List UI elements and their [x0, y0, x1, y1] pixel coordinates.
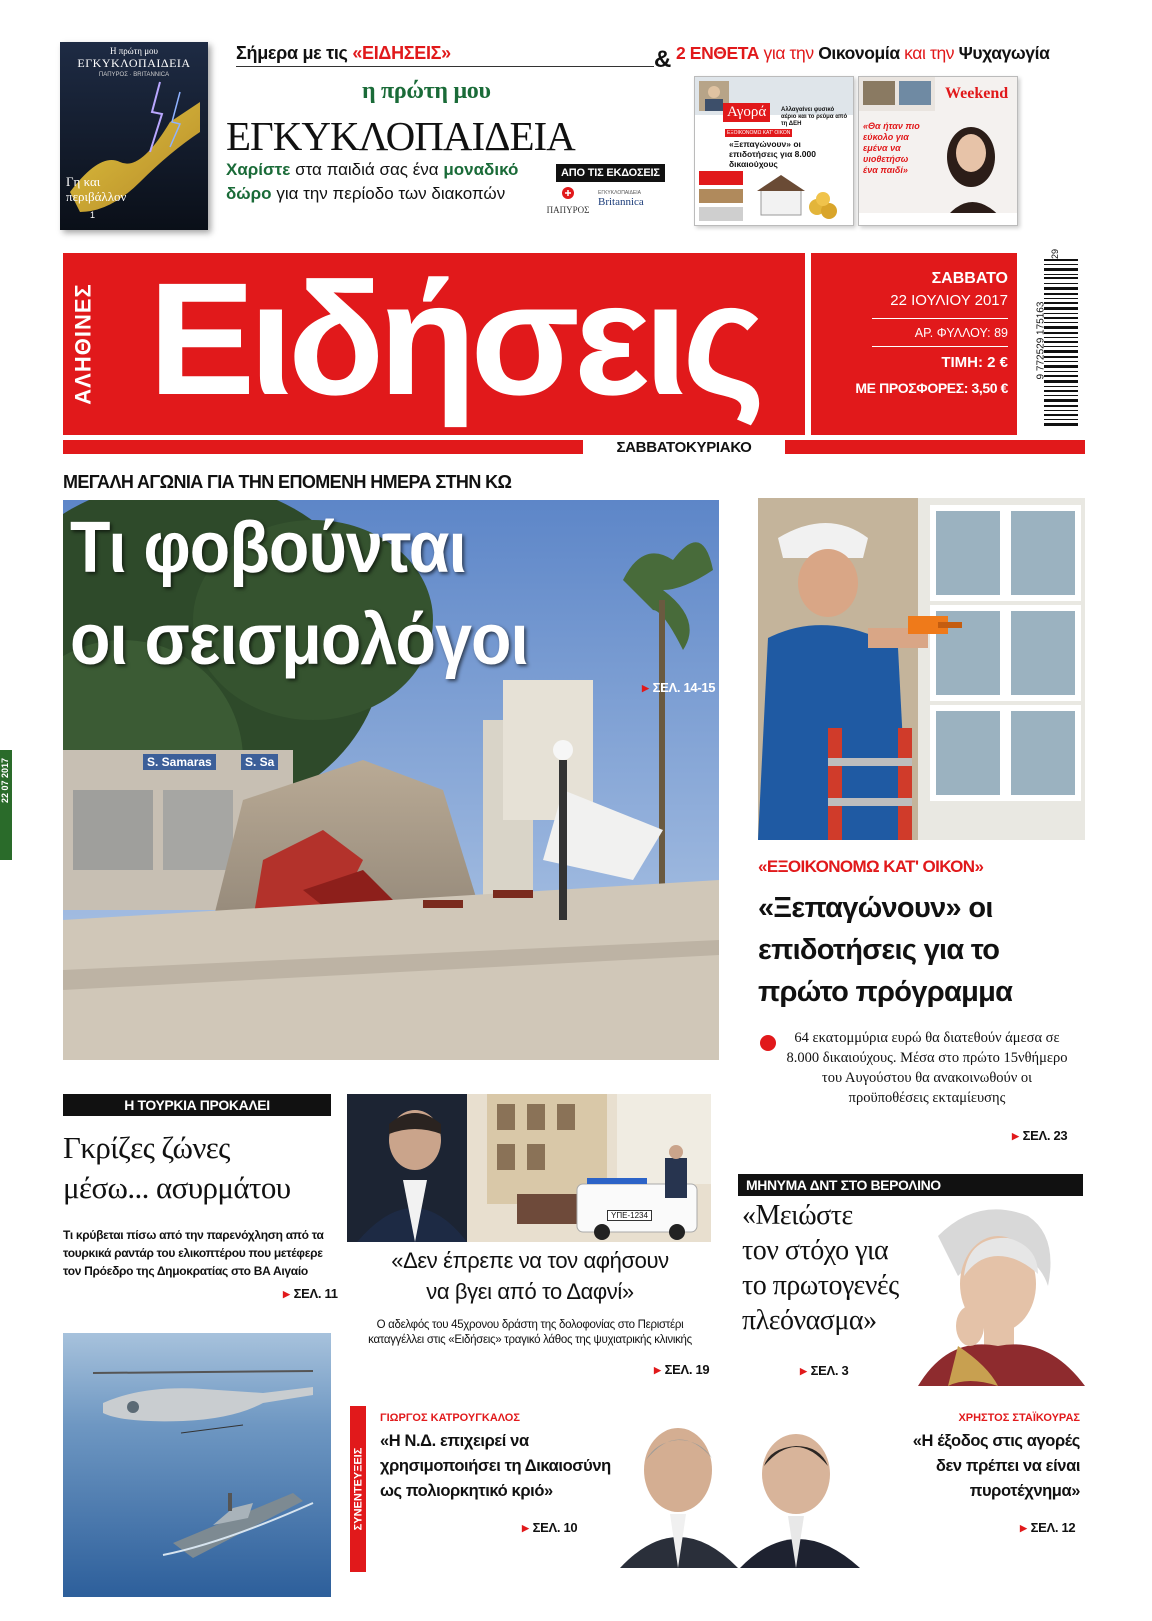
katrougalos-staikouras-photos: [620, 1410, 870, 1568]
interviews-side-text: ΣΥΝΕΝΤΕΥΞΕΙΣ: [352, 1447, 365, 1531]
masthead-price: ΤΙΜΗ: 2 €: [941, 354, 1008, 371]
barcode-bars-icon: [1044, 259, 1078, 429]
turkey-headline-1: Γκρίζες ζώνες: [63, 1130, 230, 1165]
imf-headline-3: το πρωτογενές: [742, 1270, 899, 1301]
turkey-ref: ▶ ΣΕΛ. 11: [283, 1286, 338, 1301]
barcode-issue: 29: [1050, 248, 1061, 260]
police-street-photo: [347, 1094, 711, 1242]
savings-headline-1: «Ξεπαγώνουν» οι: [758, 892, 993, 924]
inserts-headline: [676, 43, 1049, 64]
promo-title-big: ΕΓΚΥΚΛΟΠΑΙΔΕΙΑ: [226, 113, 575, 159]
promo-rule: [236, 66, 654, 67]
agora-house-illustration: [751, 169, 847, 225]
turkey-headline-2: μέσω... ασυρμάτου: [63, 1170, 291, 1205]
promo-amp: &: [654, 46, 672, 73]
daphne-ref: ▶ ΣΕΛ. 19: [654, 1362, 709, 1377]
interview-right-quote-3: πυροτέχνημα»: [969, 1482, 1080, 1500]
masthead-rule-2: [872, 346, 1008, 347]
masthead-side-word-text: ΑΛΗΘΙΝΕΣ: [71, 283, 96, 405]
savings-ref: ▶ ΣΕΛ. 23: [1012, 1128, 1067, 1143]
interview-left-quote-1: «Η Ν.Δ. επιχειρεί να: [380, 1432, 529, 1450]
promo-headline-brand: «ΕΙΔΗΣΕΙΣ»: [352, 43, 451, 63]
agora-teaser-2: «Ξεπαγώνουν» οι επιδοτήσεις για 8.000 δικαιούχους: [729, 139, 816, 169]
turkey-photo: [63, 1333, 331, 1597]
promo-publisher-badge: ΑΠΟ ΤΙΣ ΕΚΔΟΣΕΙΣ: [556, 164, 665, 182]
interview-right-quote-2: δεν πρέπει να είναι: [935, 1457, 1080, 1475]
book-cover-subject: Γη και περιβάλλον: [66, 174, 127, 204]
book-cover-volume: 1: [90, 210, 96, 220]
masthead-rule-1: [872, 318, 1008, 319]
promo-title-small: η πρώτη μου: [362, 78, 491, 104]
imf-label: ΜΗΝΥΜΑ ΔΝΤ ΣΤΟ ΒΕΡΟΛΙΝΟ: [738, 1174, 1083, 1196]
main-story-ref: ▶ ΣΕΛ. 14-15: [642, 680, 715, 695]
agora-insert-thumb: [694, 76, 854, 226]
barcode-number: 9 772529 175163: [1035, 301, 1047, 380]
imf-headline-4: πλεόνασμα»: [742, 1305, 877, 1336]
imf-ref: ▶ ΣΕΛ. 3: [800, 1363, 848, 1378]
book-cover-title: ΕΓΚΥΚΛΟΠΑΙΔΕΙΑ: [77, 56, 191, 70]
interview-left-ref: ▶ ΣΕΛ. 10: [522, 1520, 577, 1535]
daphne-photo: [347, 1094, 711, 1242]
turkey-label: Η ΤΟΥΡΚΙΑ ΠΡΟΚΑΛΕΙ: [63, 1094, 331, 1116]
spine-date: 22 07 2017: [0, 758, 10, 804]
imf-headline-1: «Μειώστε: [742, 1200, 853, 1231]
lagarde-portrait-photo: [898, 1196, 1085, 1386]
masthead-price-offers: ΜΕ ΠΡΟΣΦΟΡΕΣ: 3,50 €: [855, 380, 1008, 396]
masthead-title: Ειδήσεις: [148, 249, 760, 428]
interview-right-name: ΧΡΗΣΤΟΣ ΣΤΑΪΚΟΥΡΑΣ: [958, 1412, 1080, 1424]
shop-sign-1: S. Samaras: [143, 754, 216, 770]
imf-photo: [898, 1196, 1085, 1386]
papyros-text: ΠΑΠΥΡΟΣ: [546, 205, 590, 215]
masthead-date: 22 ΙΟΥΛΙΟΥ 2017: [890, 292, 1008, 309]
promo-line-1b: στα παιδιά σας ένα: [295, 160, 439, 179]
britannica-text: Britannica: [598, 196, 644, 208]
savings-photo: [758, 498, 1085, 840]
masthead-subtitle: ΣΑΒΒΑΤΟΚΥΡΙΑΚΟ: [616, 438, 752, 456]
britannica-small: ΕΓΚΥΚΛΟΠΑΙΔΕΙΑ: [598, 190, 641, 196]
turkey-body: Τι κρύβεται πίσω από την παρενόχληση από τα τουρκικά ραντάρ του ελικοπτέρου που μετέφερε τον Πρόεδρο της Δημοκρατίας στο ΒΑ Αιγαίο: [63, 1228, 324, 1278]
interview-right-ref: ▶ ΣΕΛ. 12: [1020, 1520, 1075, 1535]
inserts-count: 2 ΕΝΘΕΤΑ: [676, 43, 760, 63]
daphne-car-plate: ΥΠΕ-1234: [607, 1210, 652, 1221]
agora-teaser-1: Αλλαγαίνει φυσικό αέριο και το ρεύμα από τη ΔΕΗ: [781, 107, 848, 127]
helicopter-ship-photo: [63, 1333, 331, 1597]
interview-right-quote-1: «Η έξοδος στις αγορές: [912, 1432, 1080, 1450]
interview-left-quote-3: ως πολιορκητικό κριό»: [380, 1482, 553, 1500]
book-cover-publishers: ΠΑΠΥΡΟΣ · BRITANNICA: [98, 72, 170, 78]
inserts-and: και την: [904, 43, 955, 63]
weekend-insert-thumb: [858, 76, 1018, 226]
window-caulking-photo: [758, 498, 1085, 840]
agora-side-thumbs: [699, 171, 743, 223]
promo-line-1c: μοναδικό: [443, 160, 519, 179]
main-story-headline-1: Τι φοβούνται: [70, 508, 467, 588]
promo-headline: [236, 43, 451, 64]
promo-line-1a: Χαρίστε: [226, 160, 291, 179]
savings-headline-3: πρώτο πρόγραμμα: [758, 976, 1013, 1008]
agora-label: ΕΞΟΙΚΟΝΟΜΩ ΚΑΤ' ΟΙΚΟΝ: [727, 130, 791, 136]
masthead-side-word: [63, 253, 105, 435]
shop-sign-2: S. Sa: [241, 754, 278, 770]
main-story-headline-2: οι σεισμολόγοι: [70, 600, 529, 680]
masthead-issue: ΑΡ. ΦΥΛΛΟΥ: 89: [914, 326, 1008, 340]
savings-label: «ΕΞΟΙΚΟΝΟΜΩ ΚΑΤ' ΟΙΚΟΝ»: [758, 857, 984, 876]
interviews-side-label: [350, 1406, 366, 1572]
barcode: [1026, 248, 1086, 435]
inserts-entertainment: Ψυχαγωγία: [958, 43, 1050, 63]
promo-headline-prefix: Σήμερα με τις: [236, 43, 348, 63]
inserts-economy: Οικονομία: [818, 43, 900, 63]
promo-book-cover: [60, 42, 208, 230]
masthead-underbar: [63, 440, 1085, 454]
daphne-headline-1: «Δεν έπρεπε να τον αφήσουν: [391, 1248, 669, 1273]
interview-left-quote-2: χρησιμοποιήσει τη Δικαιοσύνη: [380, 1457, 611, 1475]
savings-bullet-icon: [760, 1035, 776, 1051]
daphne-body: Ο αδελφός του 45χρονου δράστη της δολοφονίας στο Περιστέρι καταγγέλλει στις «Ειδήσεις» τραγικό λάθος της ψυχιατρικής κλινικής: [368, 1319, 692, 1346]
promo-line-1: [226, 160, 518, 180]
promo-line-2: [226, 184, 505, 204]
promo-line-2b: για την περίοδο των διακοπών: [276, 184, 506, 203]
interview-left-name: ΓΙΩΡΓΟΣ ΚΑΤΡΟΥΓΚΑΛΟΣ: [380, 1412, 520, 1424]
savings-body: 64 εκατομμύρια ευρώ θα διατεθούν άμεσα σε 8.000 δικαιούχους. Μέσα στο πρώτο 15νθήμερο του Αυγούστου θα ανακοινωθούν οι προϋποθέσεις εκταμίευσης: [786, 1030, 1068, 1106]
inserts-for: για την: [763, 43, 814, 63]
papyros-logo: [544, 186, 592, 215]
book-cover-small: Η πρώτη μου: [109, 46, 159, 56]
britannica-logo: [598, 190, 644, 208]
interview-photos: [620, 1410, 870, 1568]
papyros-emblem-icon: [561, 186, 575, 200]
spine-edge: [0, 750, 12, 860]
imf-headline-2: τον στόχο για: [742, 1235, 889, 1266]
weekend-title: Weekend: [945, 85, 1009, 102]
weekend-teaser: «Θα ήταν πιο εύκολο για εμένα να υιοθετήσω ένα παιδί»: [863, 121, 920, 175]
main-story-kicker: ΜΕΓΑΛΗ ΑΓΩΝΙΑ ΓΙΑ ΤΗΝ ΕΠΟΜΕΝΗ ΗΜΕΡΑ ΣΤΗΝ ΚΩ: [63, 472, 512, 492]
masthead-day: ΣΑΒΒΑΤΟ: [931, 270, 1008, 287]
promo-line-2a: δώρο: [226, 184, 272, 203]
savings-headline-2: επιδοτήσεις για το: [758, 934, 1000, 966]
daphne-headline-2: να βγει από το Δαφνί»: [426, 1279, 634, 1304]
agora-title: Αγορά: [723, 103, 770, 122]
